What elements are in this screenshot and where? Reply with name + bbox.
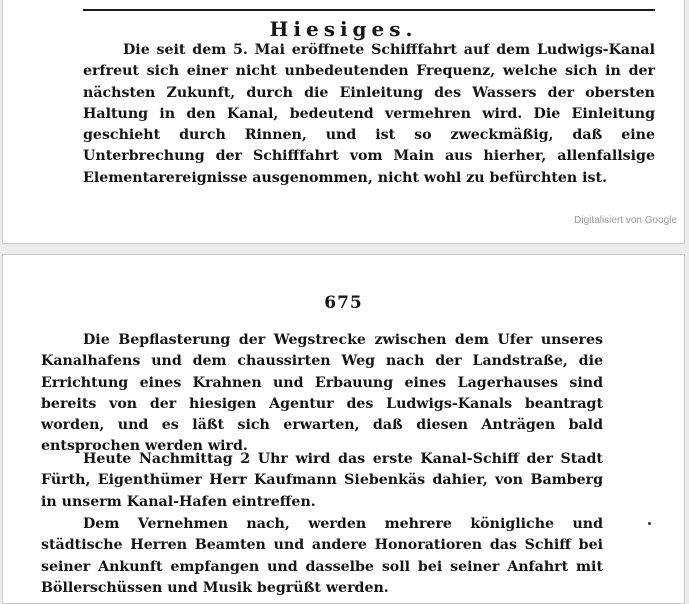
paragraph-bepflasterung: Die Bepflasterung der Wegstrecke zwischen dem Ufer unseres Kanalhafens und dem chaussirten Weg nach der Landstraße, die Errichtung eines Krahnen und Erbauung eines Lagerhauses sind bereits von der hiesigen Agentur des Ludwigs-Kanals beantragt worden, und es läßt sich erwarten, daß diesen Anträgen bald entsprochen werden wird. (41, 332, 603, 455)
google-watermark: Digitalisiert von Google (574, 215, 677, 226)
scanned-page-bottom (2, 254, 685, 604)
top-rule (83, 9, 655, 11)
paragraph-vernehmen: Dem Vernehmen nach, werden mehrere königliche und städtische Herren Beamten und andere Honoratioren das Schiff bei seiner Ankunft empfangen und dasselbe soll bei seiner Anfahrt mit Böllerschüssen und Musik begrüßt werden. (41, 516, 603, 596)
scanned-page-top (2, 0, 685, 244)
paragraph-schifffahrt: Die seit dem 5. Mai eröffnete Schifffahrt auf dem Ludwigs-Kanal erfreut sich einer nicht unbedeutenden Frequenz, welche sich in der nächsten Zukunft, durch die Einleitung des Wassers der obersten Haltung in den Kanal, bedeutend vermehren wird. Die Einleitung geschieht durch Rinnen, und ist so zweckmäßig, daß eine Unterbrechung der Schifffahrt vom Main aus hierher, allenfallsige Elementarereignisse ausgenommen, nicht wohl zu befürchten ist. (83, 42, 655, 186)
paragraph-kanal-schiff: Heute Nachmittag 2 Uhr wird das erste Kanal-Schiff der Stadt Fürth, Eigenthümer Herr Kaufmann Siebenkäs dahier, von Bamberg in unserm Kanal-Hafen eintreffen. (41, 451, 603, 510)
speck-mark (648, 522, 651, 525)
page-number: 675 (324, 293, 363, 313)
section-heading: Hiesiges. (269, 17, 418, 41)
